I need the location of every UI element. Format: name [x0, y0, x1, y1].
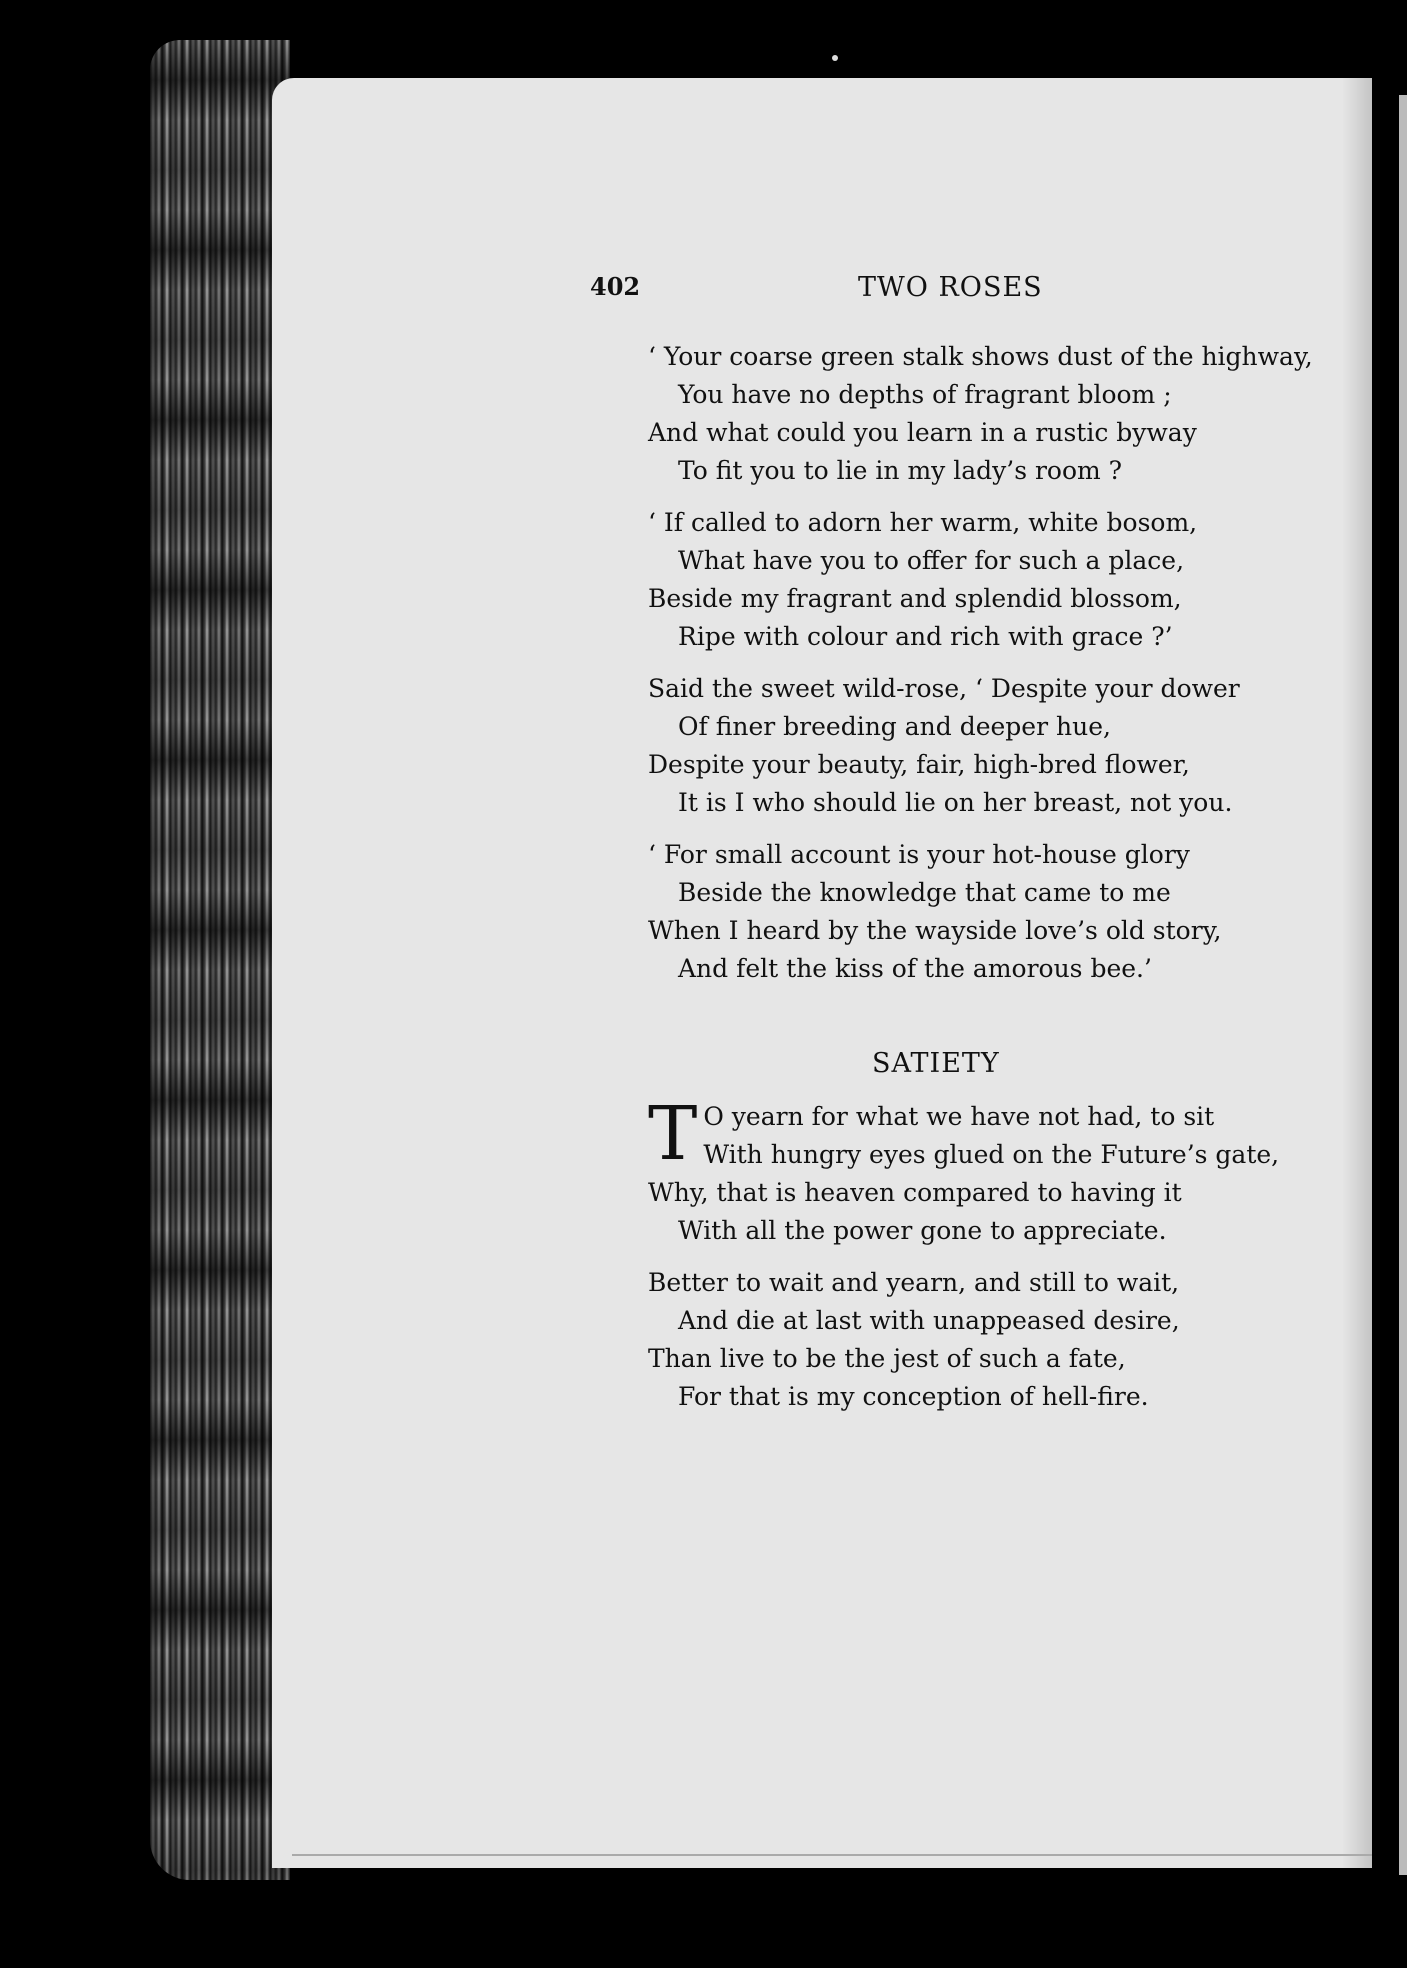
- poem-two-roses: [648, 338, 1328, 1002]
- dust-speck: [832, 55, 838, 61]
- book-fore-edge-shading: [150, 40, 290, 1880]
- stanza: [648, 504, 1328, 656]
- drop-cap: T: [648, 1091, 698, 1177]
- verse-line: To fit you to lie in my lady’s room ?: [678, 456, 1123, 485]
- stanza: [648, 338, 1328, 490]
- verse-line: With all the power gone to appreciate.: [678, 1216, 1167, 1245]
- verse-line: Why, that is heaven compared to having it: [648, 1178, 1182, 1207]
- verse-line: Beside my fragrant and splendid blossom,: [648, 584, 1182, 613]
- verse-line: And felt the kiss of the amorous bee.’: [678, 954, 1152, 983]
- verse-line: Of finer breeding and deeper hue,: [678, 712, 1111, 741]
- verse-line: Ripe with colour and rich with grace ?’: [678, 622, 1173, 651]
- stanza: [648, 670, 1328, 822]
- page-bottom-edge: [292, 1854, 1372, 1856]
- verse-line: ‘ If called to adorn her warm, white bosom,: [648, 508, 1198, 537]
- verse-line: Better to wait and yearn, and still to wait,: [648, 1268, 1180, 1297]
- verse-line: ‘ For small account is your hot-house glory: [648, 840, 1190, 869]
- stanza: [648, 1264, 1328, 1416]
- running-head: TWO ROSES: [858, 272, 1043, 303]
- verse-line: Said the sweet wild-rose, ‘ Despite your dower: [648, 674, 1240, 703]
- stanza: [648, 836, 1328, 988]
- verse-line: Despite your beauty, fair, high-bred flower,: [648, 750, 1190, 779]
- stanza: [648, 1091, 1328, 1250]
- adjacent-page-edge: [1399, 95, 1407, 1875]
- verse-line: When I heard by the wayside love’s old story,: [648, 916, 1222, 945]
- poem-satiety: [648, 1091, 1328, 1430]
- verse-line: It is I who should lie on her breast, not you.: [678, 788, 1233, 817]
- verse-line: What have you to offer for such a place,: [678, 546, 1185, 575]
- verse-line: And die at last with unappeased desire,: [678, 1306, 1180, 1335]
- page-header: [590, 272, 1310, 312]
- poem-title-satiety: SATIETY: [872, 1048, 1000, 1079]
- page-gutter-shadow: [1342, 78, 1372, 1868]
- verse-line: ‘ Your coarse green stalk shows dust of the highway,: [648, 342, 1313, 371]
- verse-line: Than live to be the jest of such a fate,: [648, 1344, 1126, 1373]
- page-number: 402: [590, 272, 641, 301]
- verse-line: O yearn for what we have not had, to sit: [703, 1102, 1215, 1131]
- verse-line: And what could you learn in a rustic byway: [648, 418, 1197, 447]
- verse-line: For that is my conception of hell-fire.: [678, 1382, 1149, 1411]
- verse-line: Beside the knowledge that came to me: [678, 878, 1171, 907]
- verse-line: With hungry eyes glued on the Future’s gate,: [703, 1140, 1280, 1169]
- verse-line: You have no depths of fragrant bloom ;: [678, 380, 1172, 409]
